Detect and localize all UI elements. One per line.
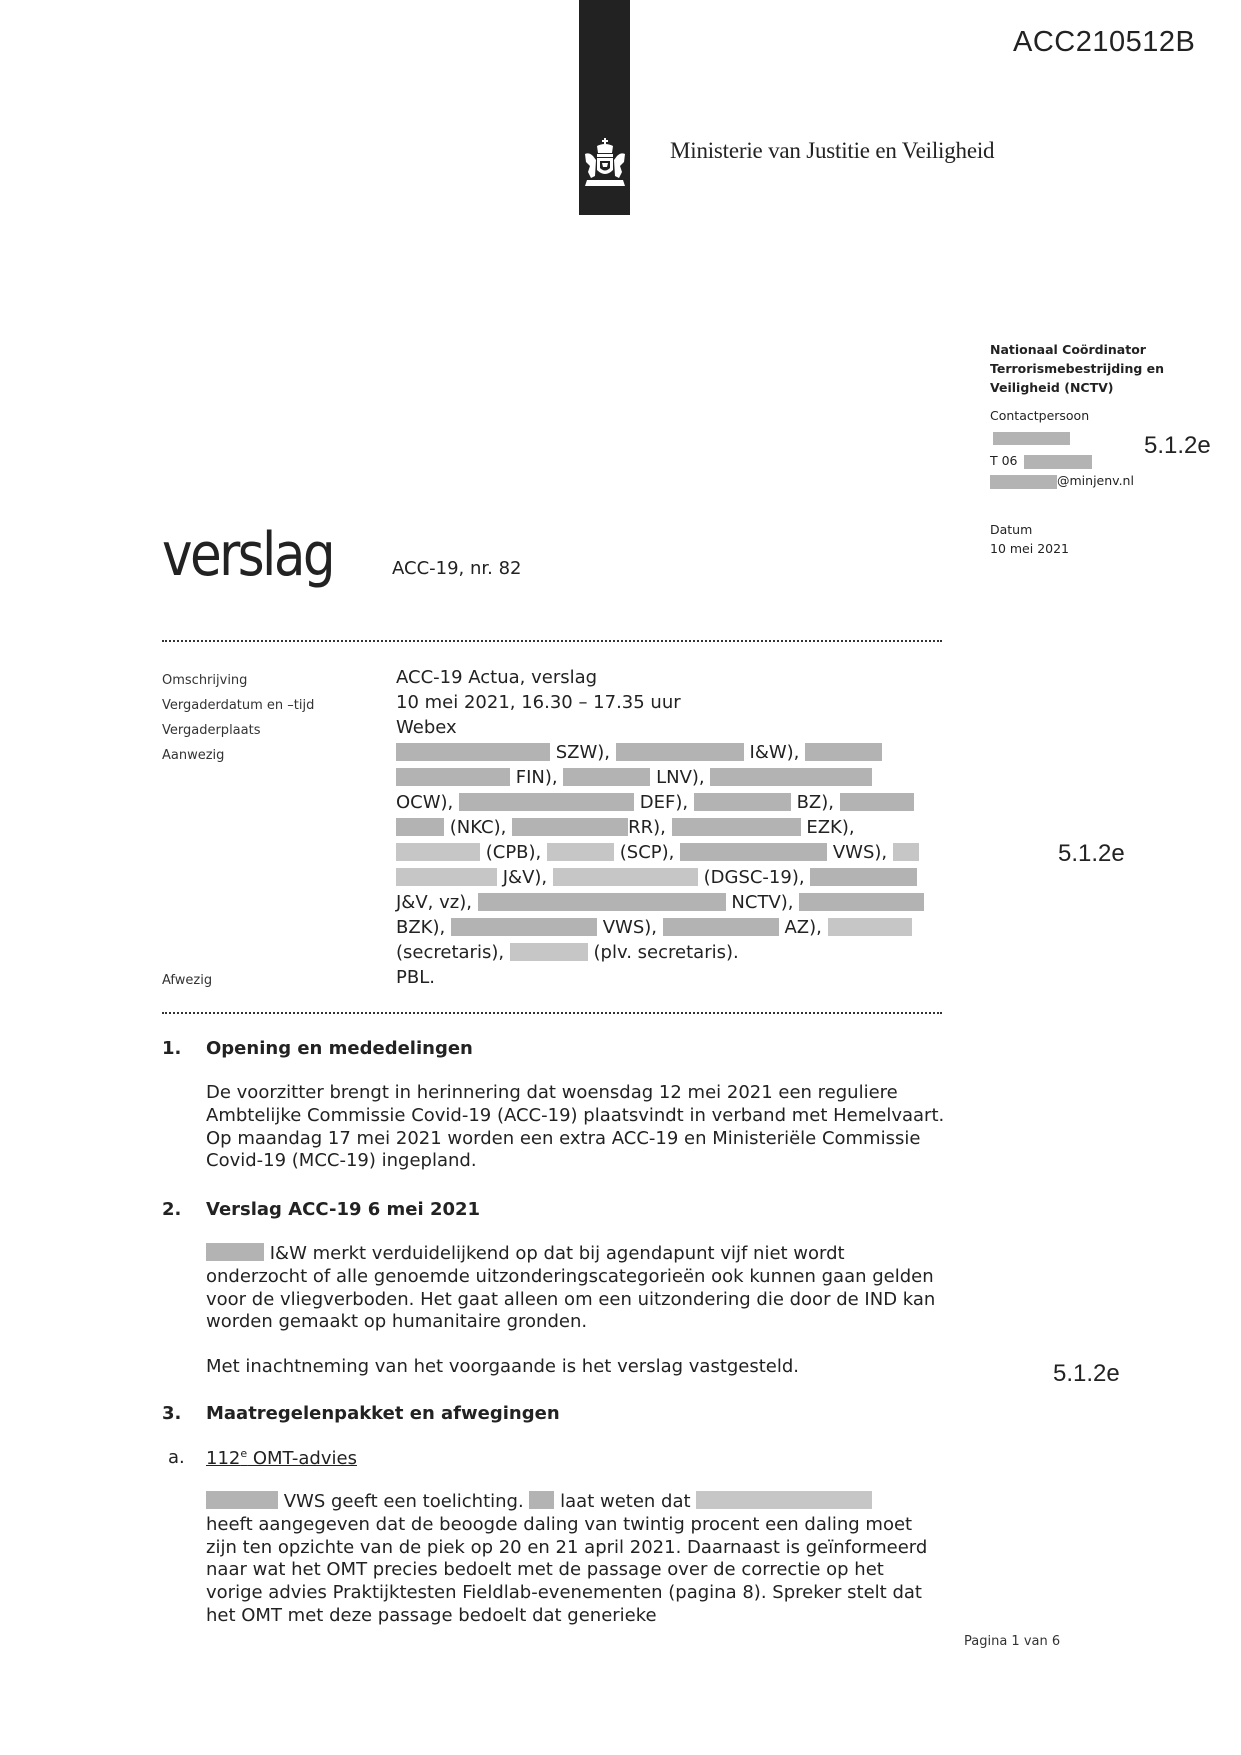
ministry-name: Ministerie van Justitie en Veiligheid <box>670 138 995 163</box>
divider-top <box>162 640 942 642</box>
redaction <box>828 918 912 936</box>
label-omschrijving: Omschrijving <box>162 673 248 688</box>
sidebar-organisation <box>990 340 1164 397</box>
redaction <box>396 768 510 786</box>
attendees-line-4: (NKC), RR), EZK), <box>396 815 855 840</box>
redaction <box>680 843 827 861</box>
redaction <box>696 1491 872 1509</box>
redaction-code-attendees: 5.1.2e <box>1058 840 1125 867</box>
attendees-line-9: (secretaris), (plv. secretaris). <box>396 942 739 963</box>
divider-bottom <box>162 1012 942 1014</box>
section-3-number: 3. <box>162 1403 182 1424</box>
redaction <box>805 743 882 761</box>
redaction <box>663 918 779 936</box>
label-aanwezig: Aanwezig <box>162 748 225 763</box>
date-label: Datum <box>990 522 1033 537</box>
redaction <box>206 1491 278 1509</box>
redaction <box>396 818 444 836</box>
redaction-code-contact: 5.1.2e <box>1144 432 1211 459</box>
email-redaction <box>990 475 1057 489</box>
redaction <box>396 743 550 761</box>
redaction <box>396 868 497 886</box>
attendees-line-8: BZK), VWS), AZ), <box>396 915 912 940</box>
attendees-line-1: SZW), I&W), <box>396 740 882 765</box>
redaction <box>563 768 650 786</box>
redaction <box>206 1243 264 1261</box>
redaction <box>694 793 791 811</box>
value-vergaderplaats: Webex <box>396 717 457 738</box>
section-3a-paragraph: VWS geeft een toelichting. laat weten dat heeft aangegeven dat de beoogde daling van twintig procent een daling moet zijn ten opzichte van de piek op 20 en 21 april 2021. Daarnaast is geïnformeerd naar wat het OMT precies bedoelt met de passage over de correctie op het vorige advies Praktijktesten Fieldlab-evenementen (pagina 8). Spreker stelt dat het OMT met deze passage bedoelt dat generieke <box>206 1491 928 1626</box>
contact-label: Contactpersoon <box>990 408 1090 423</box>
rijksoverheid-crest-icon <box>583 136 627 194</box>
section-3-title: Maatregelenpakket en afwegingen <box>206 1403 560 1424</box>
attendees-line-7: J&V, vz), NCTV), <box>396 890 924 915</box>
value-afwezig: PBL. <box>396 967 435 988</box>
redaction <box>893 843 919 861</box>
redaction <box>547 843 614 861</box>
redaction-code-section2: 5.1.2e <box>1053 1360 1120 1387</box>
subsection-a-letter: a. <box>168 1447 185 1468</box>
section-1-title: Opening en mededelingen <box>206 1038 473 1059</box>
phone-redaction <box>1024 455 1092 469</box>
document-title: verslag <box>162 520 334 590</box>
org-line-3: Veiligheid (NCTV) <box>990 380 1114 395</box>
section-2-paragraph: I&W merkt verduidelijkend op dat bij agendapunt vijf niet wordt onderzocht of alle genoemde uitzonderingscategorieën ook kunnen gaan gelden voor de vliegverboden. Het gaat alleen om een uitzondering die door de IND kan worden gemaakt op humanitaire gronden. <box>206 1243 936 1333</box>
section-1-paragraph: De voorzitter brengt in herinnering dat woensdag 12 mei 2021 een reguliere Ambtelijke Commissie Covid-19 (ACC-19) plaatsvindt in verband met Hemelvaart. Op maandag 17 mei 2021 worden een extra ACC-19 en Ministeriële Commissie Covid-19 (MCC-19) ingepland. <box>206 1082 945 1172</box>
document-code: ACC210512B <box>1013 26 1196 58</box>
redaction <box>512 818 628 836</box>
redaction <box>510 943 588 961</box>
value-omschrijving: ACC-19 Actua, verslag <box>396 667 598 688</box>
label-vergaderplaats: Vergaderplaats <box>162 723 261 738</box>
redaction <box>459 793 634 811</box>
redaction <box>478 893 726 911</box>
attendees-line-3: OCW), DEF), BZ), <box>396 790 914 815</box>
redaction <box>799 893 924 911</box>
redaction <box>840 793 914 811</box>
redaction <box>672 818 801 836</box>
org-line-2: Terrorismebestrijding en <box>990 361 1165 376</box>
date-value: 10 mei 2021 <box>990 541 1070 556</box>
value-vergaderdatum: 10 mei 2021, 16.30 – 17.35 uur <box>396 692 681 713</box>
label-afwezig: Afwezig <box>162 973 213 988</box>
email-suffix: @minjenv.nl <box>1057 473 1134 488</box>
contact-phone <box>990 451 1092 470</box>
section-2-number: 2. <box>162 1199 182 1220</box>
redaction <box>710 768 872 786</box>
page-number: Pagina 1 van 6 <box>964 1634 1061 1649</box>
attendees-line-2: FIN), LNV), <box>396 765 872 790</box>
section-2-title: Verslag ACC-19 6 mei 2021 <box>206 1199 481 1220</box>
subsection-a-title: 112e OMT-advies <box>206 1447 357 1469</box>
phone-prefix: T 06 <box>990 453 1018 468</box>
attendees-line-6: J&V), (DGSC-19), <box>396 865 917 890</box>
contact-email <box>990 471 1134 490</box>
redaction <box>616 743 744 761</box>
section-2-paragraph-2: Met inachtneming van het voorgaande is het verslag vastgesteld. <box>206 1356 800 1377</box>
redaction <box>529 1491 554 1509</box>
redaction <box>553 868 698 886</box>
org-line-1: Nationaal Coördinator <box>990 342 1146 357</box>
label-vergaderdatum: Vergaderdatum en –tijd <box>162 698 315 713</box>
section-1-number: 1. <box>162 1038 182 1059</box>
redaction <box>451 918 597 936</box>
redaction <box>810 868 917 886</box>
document-subtitle: ACC-19, nr. 82 <box>392 558 522 579</box>
attendees-line-5: (CPB), (SCP), VWS), <box>396 840 919 865</box>
redaction <box>396 843 480 861</box>
contact-name-redaction <box>993 432 1070 445</box>
